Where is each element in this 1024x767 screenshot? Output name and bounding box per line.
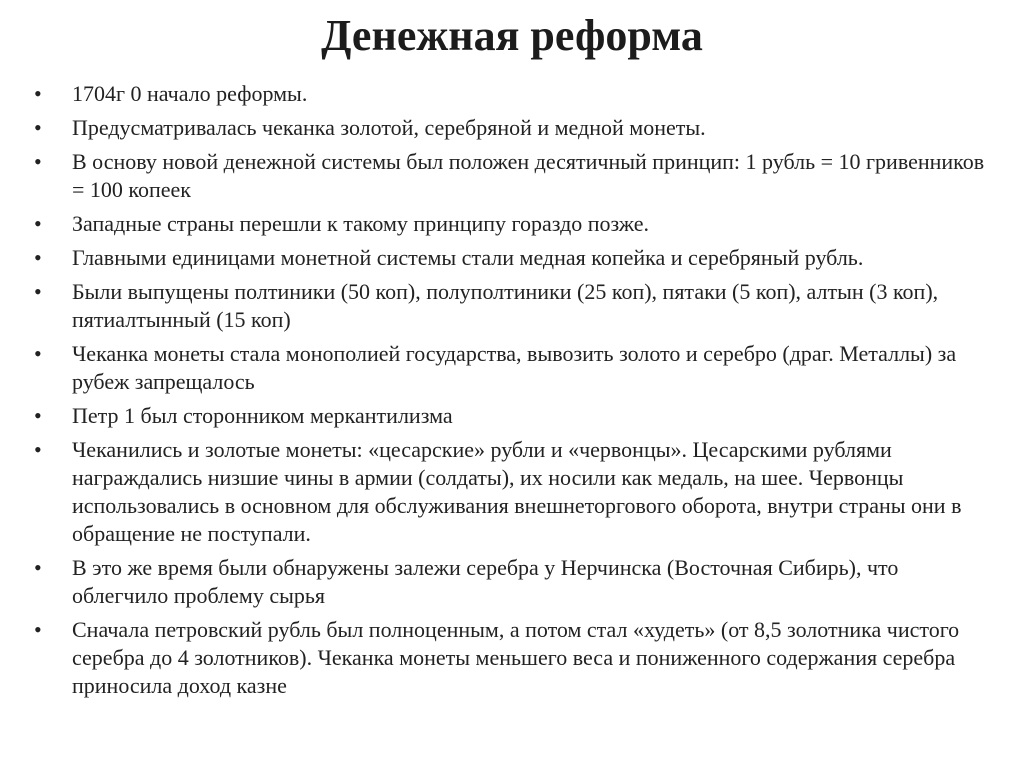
bullet-icon: •: [34, 211, 42, 236]
bullet-icon: •: [34, 341, 42, 366]
list-item: [30, 340, 990, 396]
list-item-text: В это же время были обнаружены залежи серебра у Нерчинска (Восточная Сибирь), что облегчило проблему сырья: [72, 555, 899, 608]
list-item: [30, 402, 990, 430]
list-item-text: Западные страны перешли к такому принципу гораздо позже.: [72, 211, 650, 236]
list-item: [30, 114, 990, 142]
slide-title: Денежная реформа: [321, 11, 703, 60]
bullet-icon: •: [34, 81, 42, 106]
list-item-text: Чеканились и золотые монеты: «цесарские» рубли и «червонцы». Цесарскими рублями награждались низшие чины в армии (солдаты), их носили как медаль, на шее. Червонцы использовались в основном для обслуживания внешнеторгового оборота, внутри страны они в обращение не поступали.: [72, 437, 962, 546]
list-item-text: Предусматривалась чеканка золотой, серебряной и медной монеты.: [72, 115, 706, 140]
bullet-icon: •: [34, 437, 42, 462]
list-item-text: Чеканка монеты стала монополией государства, вывозить золото и серебро (драг. Металлы) за рубеж запрещалось: [72, 341, 957, 394]
list-item-text: Были выпущены полтиники (50 коп), полуполтиники (25 коп), пятаки (5 коп), алтын (3 коп), пятиалтынный (15 коп): [72, 279, 939, 332]
bullet-list: [30, 80, 990, 706]
list-item: [30, 436, 990, 548]
bullet-icon: •: [34, 617, 42, 642]
bullet-icon: •: [34, 245, 42, 270]
bullet-icon: •: [34, 149, 42, 174]
list-item: [30, 210, 990, 238]
list-item: [30, 244, 990, 272]
bullet-icon: •: [34, 279, 42, 304]
list-item-text: Петр 1 был сторонником меркантилизма: [72, 403, 453, 428]
list-item: [30, 148, 990, 204]
list-item-text: 1704г 0 начало реформы.: [72, 81, 308, 106]
list-item: [30, 554, 990, 610]
list-item-text: Главными единицами монетной системы стали медная копейка и серебряный рубль.: [72, 245, 864, 270]
list-item: [30, 278, 990, 334]
list-item-text: Сначала петровский рубль был полноценным, а потом стал «худеть» (от 8,5 золотника чистого серебра до 4 золотников). Чеканка монеты меньшего веса и пониженного содержания серебра приносила доход казне: [72, 617, 960, 698]
list-item-text: В основу новой денежной системы был положен десятичный принцип: 1 рубль = 10 гривенников = 100 копеек: [72, 149, 985, 202]
bullet-icon: •: [34, 555, 42, 580]
bullet-icon: •: [34, 115, 42, 140]
list-item: [30, 80, 990, 108]
bullet-icon: •: [34, 403, 42, 428]
list-item: [30, 616, 990, 700]
